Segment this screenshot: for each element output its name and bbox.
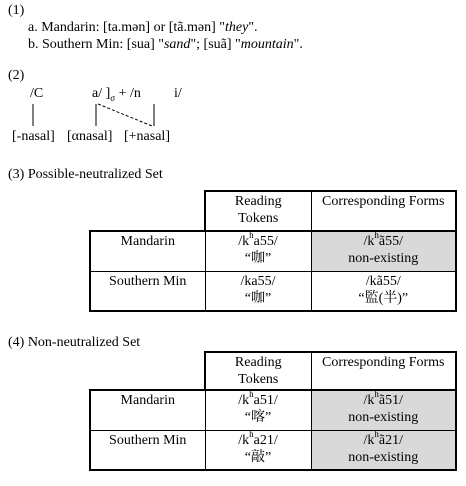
col-header-reading: Reading Tokens	[205, 191, 311, 231]
table-row	[90, 390, 456, 430]
corresponding-form: $/k^hã21/$ non-existing	[311, 430, 456, 470]
row-label: Southern Min	[90, 430, 205, 470]
feature-alpha-nasal: [αnasal]	[67, 129, 113, 144]
possible-neutralized-table	[89, 190, 457, 312]
corresponding-form: $/k^hã51/$ non-existing	[311, 390, 456, 430]
reading-token: /ka55/ “咖”	[205, 271, 311, 311]
corresponding-form: $/k^hã55/$ non-existing	[311, 231, 456, 271]
row-label: Mandarin	[90, 231, 205, 271]
feature-plus-nasal: [+nasal]	[124, 129, 170, 144]
segment-i: i/	[174, 86, 182, 101]
example-1b: b. Southern Min: [sua] "sand"; [suã] "mountain".	[28, 37, 303, 52]
table-corner	[90, 191, 205, 231]
reading-token: $/k^ha51/$ “喀”	[205, 390, 311, 430]
table-row	[90, 271, 456, 311]
segment-a-syllable: a/ ]$_\sigma + /n$	[92, 86, 141, 103]
table-row	[90, 231, 456, 271]
example-1a: a. Mandarin: [ta.mən] or [tã.mən] "they".	[28, 20, 258, 35]
reading-token: $/k^ha55/$ “咖”	[205, 231, 311, 271]
feature-minus-nasal: [-nasal]	[12, 129, 55, 144]
example-2-number: (2)	[8, 68, 25, 83]
col-header-corresponding: Corresponding Forms	[311, 191, 456, 231]
row-label: Southern Min	[90, 271, 205, 311]
col-header-reading: Reading Tokens	[205, 352, 311, 390]
non-neutralized-table	[89, 351, 457, 471]
table-corner	[90, 352, 205, 390]
segment-c: /C	[30, 86, 44, 101]
example-1-number: (1)	[8, 3, 25, 18]
example-3-title: (3) Possible-neutralized Set	[8, 167, 163, 182]
corresponding-form: /kã55/ “監(半)”	[311, 271, 456, 311]
table-row	[90, 430, 456, 470]
col-header-corresponding: Corresponding Forms	[311, 352, 456, 390]
reading-token: $/k^ha21/$ “敲”	[205, 430, 311, 470]
row-label: Mandarin	[90, 390, 205, 430]
example-4-title: (4) Non-neutralized Set	[8, 335, 141, 350]
